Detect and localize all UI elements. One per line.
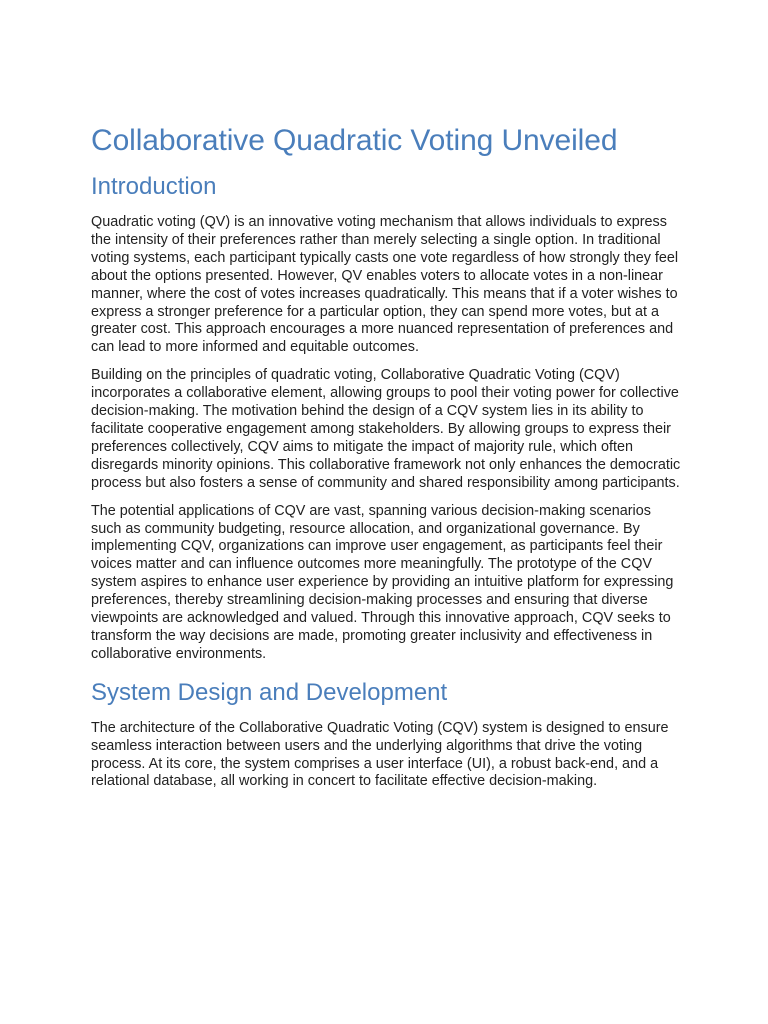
intro-paragraph-3: The potential applications of CQV are vast, spanning various decision-making scenarios such as community budgeting, resource allocation, and organizational governance. By implementing CQV, organizations can improve user engagement, as participants feel their voices matter and can influence outcomes more meaningfully. The prototype of the CQV system aspires to enhance user experience by providing an intuitive platform for expressing preferences, thereby streamlining decision-making processes and ensuring that diverse viewpoints are acknowledged and valued. Through this innovative approach, CQV seeks to transform the way decisions are made, promoting greater inclusivity and effectiveness in collaborative environments. [91, 502, 674, 662]
section-heading-introduction: Introduction [91, 173, 217, 200]
document-title: Collaborative Quadratic Voting Unveiled [91, 124, 618, 157]
document-page [91, 122, 681, 801]
intro-paragraph-2: Building on the principles of quadratic voting, Collaborative Quadratic Voting (CQV) incorporates a collaborative element, allowing groups to pool their voting power for collective decision-making. The motivation behind the design of a CQV system lies in its ability to facilitate cooperative engagement among stakeholders. By allowing groups to express their preferences collectively, CQV aims to mitigate the impact of majority rule, which often disregards minority opinions. This collaborative framework not only enhances the democratic process but also fosters a sense of community and shared responsibility among participants. [91, 367, 681, 491]
system-design-paragraph-1: The architecture of the Collaborative Quadratic Voting (CQV) system is designed to ensure seamless interaction between users and the underlying algorithms that drive the voting process. At its core, the system comprises a user interface (UI), a robust back-end, and a relational database, all working in concert to facilitate effective decision-making. [91, 719, 669, 790]
intro-paragraph-1: Quadratic voting (QV) is an innovative voting mechanism that allows individuals to express the intensity of their preferences rather than merely selecting a single option. In traditional voting systems, each participant typically casts one vote regardless of how strongly they feel about the options presented. However, QV enables voters to allocate votes in a non-linear manner, where the cost of votes increases quadratically. This means that if a voter wishes to express a stronger preference for a particular option, they can spend more votes, but at a greater cost. This approach encourages a more nuanced representation of preferences and can lead to more informed and equitable outcomes. [91, 214, 679, 356]
section-heading-system-design: System Design and Development [91, 678, 448, 706]
